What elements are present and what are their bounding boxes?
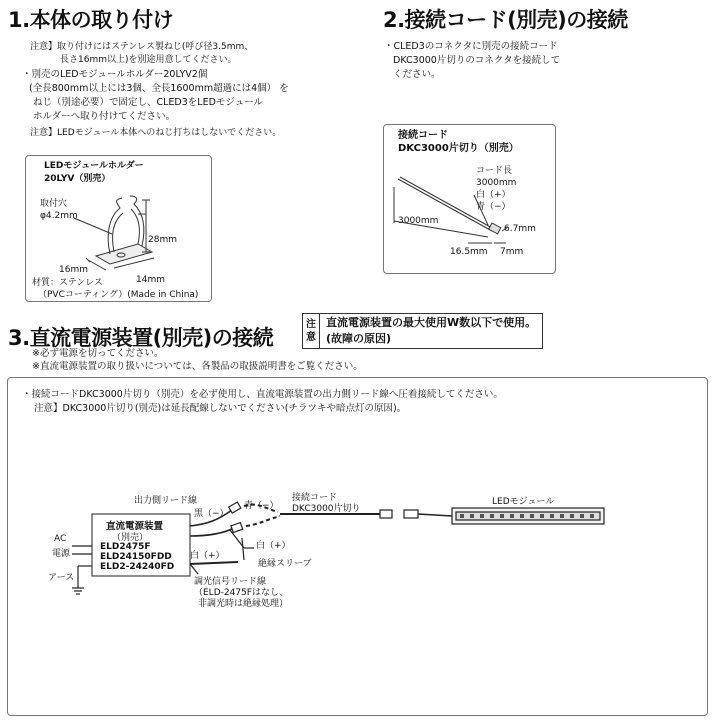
warning-box <box>302 313 543 349</box>
section2-title: 2.接続コード(別売)の接続 <box>383 8 628 32</box>
section1-bullet-line4: ホルダーへ取り付けてください。 <box>33 111 176 122</box>
section1-title: 1.本体の取り付け <box>8 8 174 32</box>
section1-bullet-line1: ・別売のLEDモジュールホルダー20LYV2個 <box>22 69 208 80</box>
connection-line2: 注意】DKC3000片切り(別売)は延長配線しないでください(チラツキや暗点灯の原因)。 <box>34 403 407 414</box>
psu-sub: （別売） <box>112 533 149 543</box>
connection-box <box>7 377 708 716</box>
section2-line1: ・CLED3のコネクタに別売の接続コード <box>384 41 558 52</box>
psu-title: 直流電源装置 <box>106 521 164 532</box>
earth-label: アース <box>48 573 75 583</box>
ac-label: AC <box>54 534 67 544</box>
section1-note1-line2: 長さ16mm以上)を別途用意してください。 <box>60 55 237 65</box>
cable-dim-total: 3000mm <box>398 216 439 226</box>
holder-box <box>25 155 212 302</box>
cable-blue-label: 青（−） <box>476 202 511 212</box>
black-neg-label: 黒（−） <box>194 509 229 519</box>
dimming-label-line2: （ELD-2475Fはなし、 <box>194 588 288 598</box>
section2-line3: ください。 <box>393 69 441 80</box>
cable-white-label: 白（+） <box>476 190 511 200</box>
cable-cord-length-value: 3000mm <box>476 178 517 188</box>
warning-line2: (故障の原因) <box>326 332 392 345</box>
output-lead-label: 出力側リード線 <box>134 496 198 506</box>
section1-bullet-line3: ねじ（別途必要）で固定し、CLED3をLEDモジュール <box>33 97 264 108</box>
holder-drawing <box>26 156 211 301</box>
dimming-label-line3: 非調光時は絶縁処理） <box>198 599 289 609</box>
holder-material-line1: 材質：ステンレス <box>32 278 103 288</box>
section2-line2: DKC3000片切りのコネクタを接続して <box>393 55 561 66</box>
warning-tag-2: 意 <box>306 332 316 343</box>
dimming-label-line1: 調光信号リード線 <box>194 577 267 587</box>
ac-label-2: 電源 <box>52 549 71 559</box>
holder-title-line1: LEDモジュールホルダー <box>44 161 144 171</box>
warning-tag <box>303 314 320 348</box>
cable-cord-length-label: コード長 <box>476 166 513 176</box>
section1-note2: 注意】LEDモジュール本体へのねじ打ちはしないでください。 <box>30 128 282 138</box>
warning-tag-1: 注 <box>306 319 316 330</box>
diagram-cable-label-line2: DKC3000片切り <box>292 504 361 514</box>
cable-dim-67: 6.7mm <box>504 224 536 234</box>
holder-hole-label: 取付穴 <box>40 199 68 209</box>
cable-box <box>383 124 556 274</box>
section1-bullet-line2: (全長800mm以上には3個、全長1600mm超過には4個） を <box>29 83 289 94</box>
psu-model-2: ELD24150FDD <box>100 552 172 562</box>
section1-note1-line1: 注意】取り付けにはステンレス製ねじ(呼び径3.5mm、 <box>30 42 254 52</box>
insulation-sleeve-label: 絶縁スリーブ <box>258 559 312 569</box>
cable-drawing <box>384 125 555 273</box>
holder-title-line2: 20LYV（別売） <box>44 174 111 184</box>
blue-neg-label: 青（−） <box>244 501 279 511</box>
holder-dim-width: 16mm <box>59 265 88 275</box>
section3-sub1: ※必ず電源を切ってください。 <box>32 348 164 359</box>
psu-model-1: ELD2475F <box>100 542 151 552</box>
holder-hole-size: φ4.2mm <box>40 211 78 221</box>
led-module-label: LEDモジュール <box>492 497 555 507</box>
cable-title-line2: DKC3000片切り（別売） <box>398 143 519 154</box>
holder-material-line2: （PVCコーティング）(Made in China) <box>38 290 199 300</box>
section3-sub2: ※直流電源装置の取り扱いについては、各製品の取扱説明書をご覧ください。 <box>32 361 363 372</box>
diagram-cable-label-line1: 接続コード <box>292 493 338 503</box>
holder-dim-depth: 14mm <box>136 275 165 285</box>
cable-dim-7: 7mm <box>500 247 524 257</box>
white-pos-right-label: 白（+） <box>256 541 291 551</box>
cable-title-line1: 接続コード <box>398 130 448 141</box>
warning-line1: 直流電源装置の最大使用W数以下で使用。 <box>326 316 537 329</box>
section3-title: 3.直流電源装置(別売)の接続 <box>8 326 274 350</box>
connection-line1: ・接続コードDKC3000片切り（別売）を必ず使用し、直流電源装置の出力側リード線へ圧着接続してください。 <box>22 389 503 400</box>
cable-dim-165: 16.5mm <box>450 247 488 257</box>
holder-dim-height: 28mm <box>148 235 177 245</box>
psu-model-3: ELD2-24240FD <box>100 562 175 572</box>
white-pos-left-label: 白（+） <box>190 551 225 561</box>
